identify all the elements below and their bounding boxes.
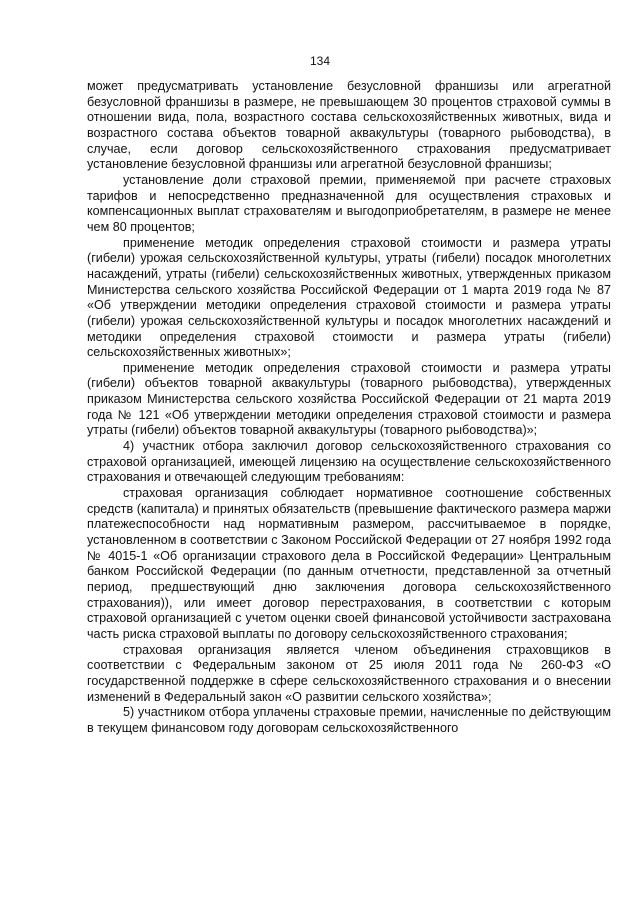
paragraph: применение методик определения страховой стоимости и размера утраты (гибели) объектов товарной аквакультуры (товарного рыбоводства), утвержденных приказом Министерства сельского хозяйства Российской Федерации от 21 марта 2019 года № 121 «Об утверждении методики определения страховой стоимости и размера утраты (гибели) объектов товарной аквакультуры (товарного рыбоводства)»; xyxy=(87,360,611,438)
page-number: 134 xyxy=(309,54,331,68)
paragraph: страховая организация является членом объединения страховщиков в соответствии с Федеральным законом от 25 июля 2011 года № 260-ФЗ «О государственной поддержке в сфере сельскохозяйственного страхования и о внесении изменений в Федеральный закон «О развитии сельского хозяйства»; xyxy=(87,642,611,704)
paragraph: может предусматривать установление безусловной франшизы или агрегатной безусловной франшизы в размере, не превышающем 30 процентов страховой суммы в отношении вида, пола, возрастного состава сельскохозяйственных животных, вида и возрастного состава объектов товарной аквакультуры (товарного рыбоводства), в случае, если договор сельскохозяйственного страхования предусматривает установление безусловной франшизы или агрегатной безусловной франшизы; xyxy=(87,79,611,172)
paragraph: установление доли страховой премии, применяемой при расчете страховых тарифов и непосредственно предназначенной для осуществления страховых и компенсационных выплат страхователям и выгодоприобретателям, в размере не менее чем 80 процентов; xyxy=(87,172,611,234)
paragraph: 5) участником отбора уплачены страховые премии, начисленные по действующим в текущем финансовом году договорам сельскохозяйственного xyxy=(87,705,611,735)
document-body xyxy=(87,79,611,737)
paragraph: применение методик определения страховой стоимости и размера утраты (гибели) урожая сельскохозяйственной культуры, утраты (гибели) посадок многолетних насаждений, утраты (гибели) сельскохозяйственных животных, утвержденных приказом Министерства сельского хозяйства Российской Федерации от 1 марта 2019 года № 87 «Об утверждении методики определения страховой стоимости и размера утраты (гибели) урожая сельскохозяйственной культуры и посадок многолетних насаждений и методики определения страховой стоимости и размера утраты (гибели) сельскохозяйственных животных»; xyxy=(87,235,611,360)
paragraph: 4) участник отбора заключил договор сельскохозяйственного страхования со страховой организацией, имеющей лицензию на осуществление сельскохозяйственного страхования и отвечающей следующим требованиям: xyxy=(87,439,611,485)
paragraph: страховая организация соблюдает нормативное соотношение собственных средств (капитала) и принятых обязательств (превышение фактического размера маржи платежеспособности над нормативным размером, рассчитываемое в порядке, установленном в соответствии с Законом Российской Федерации от 27 ноября 1992 года № 4015-1 «Об организации страхового дела в Российской Федерации» Центральным банком Российской Федерации (по данным отчетности, представленной за отчетный период, предшествующий дню заключения договора сельскохозяйственного страхования)), или имеет договор перестрахования, в соответствии с которым страховой организацией с учетом оценки своей финансовой устойчивости застрахована часть риска страховой выплаты по договору сельскохозяйственного страхования; xyxy=(87,486,611,641)
